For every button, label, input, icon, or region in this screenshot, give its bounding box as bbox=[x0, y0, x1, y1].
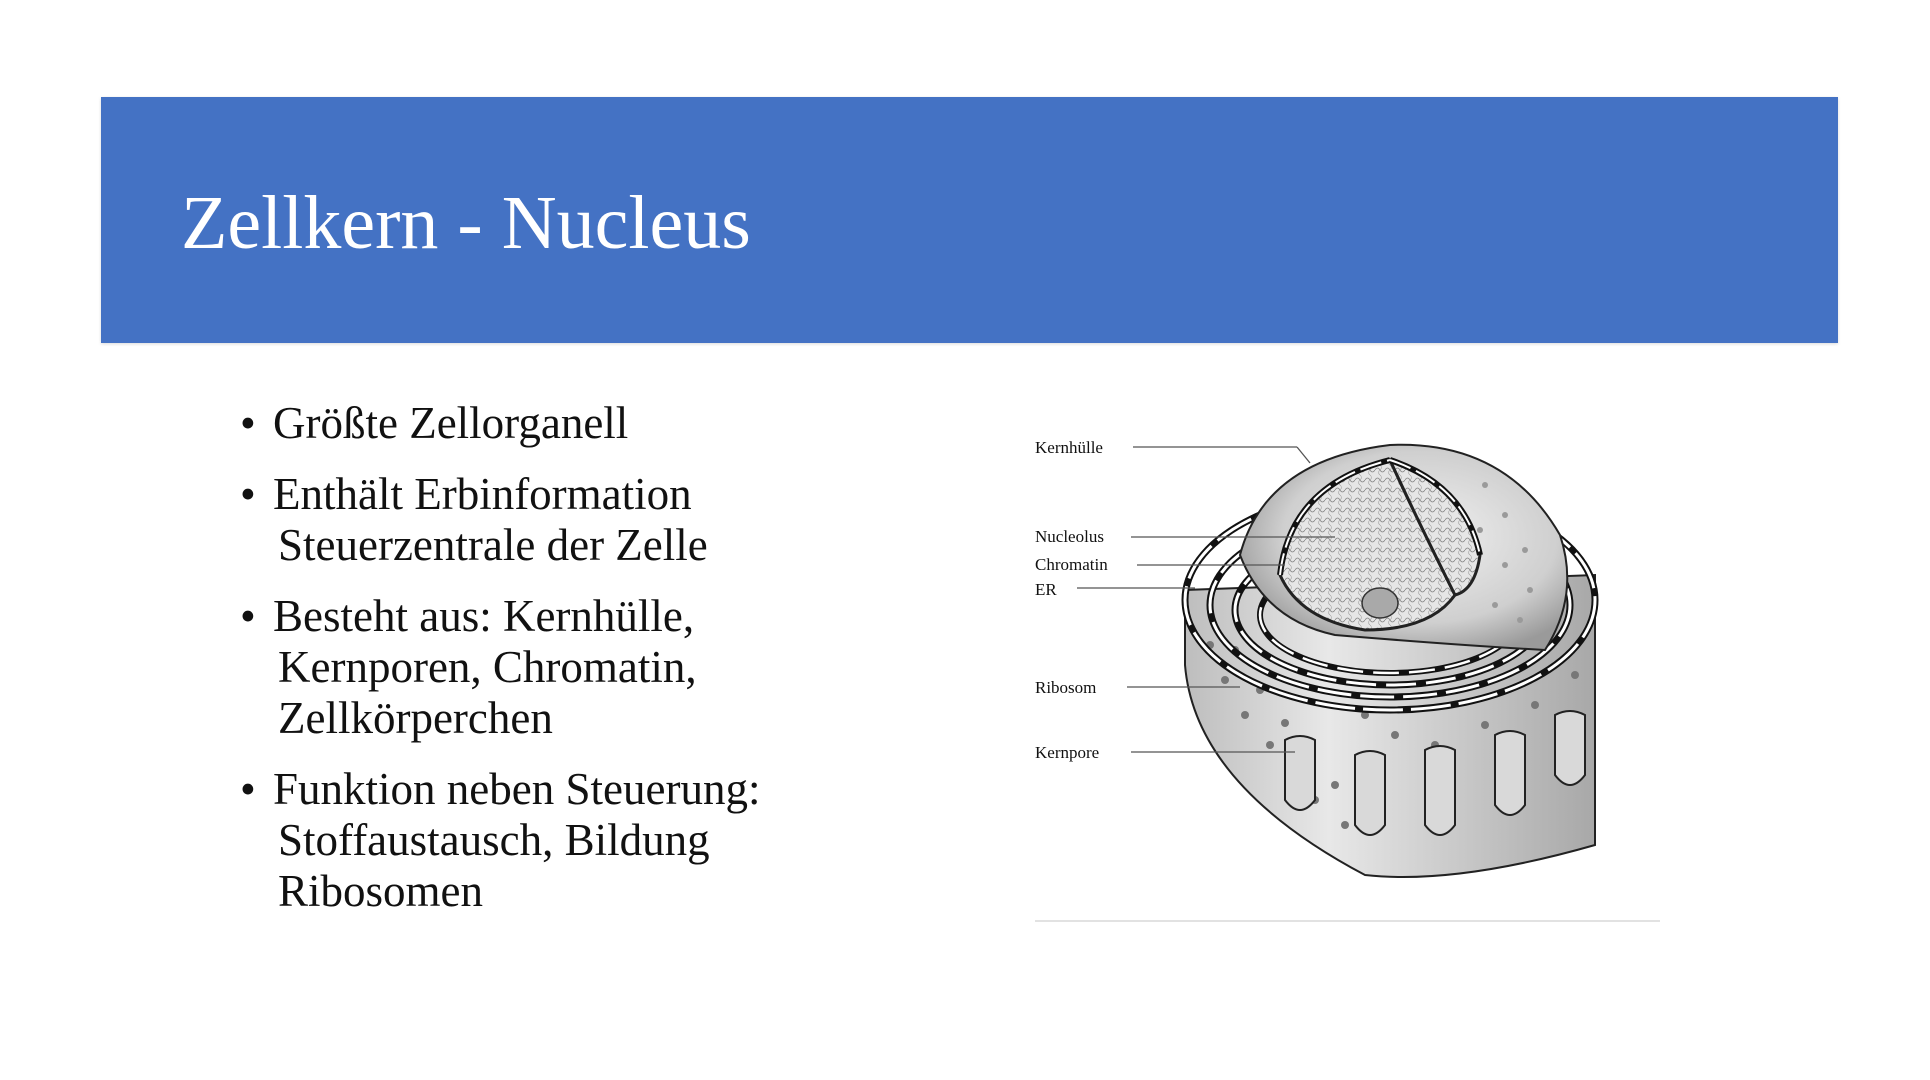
label-ribosom: Ribosom bbox=[1035, 678, 1097, 697]
bullet-text: Zellkörperchen bbox=[278, 693, 553, 743]
label-er: ER bbox=[1035, 580, 1057, 599]
bullet-text: Funktion neben Steuerung: bbox=[273, 764, 761, 814]
bullet-text: Besteht aus: Kernhülle, bbox=[273, 591, 695, 641]
label-nucleolus: Nucleolus bbox=[1035, 527, 1104, 546]
label-chromatin: Chromatin bbox=[1035, 555, 1108, 574]
label-kernpore: Kernpore bbox=[1035, 743, 1100, 762]
title-band bbox=[101, 97, 1838, 343]
bullet-text: Kernporen, Chromatin, bbox=[278, 642, 697, 692]
bullet-list bbox=[240, 398, 860, 937]
nucleus-diagram bbox=[1035, 405, 1665, 925]
bullet-item bbox=[240, 764, 860, 917]
bullet-text: Steuerzentrale der Zelle bbox=[278, 520, 708, 570]
bullet-symbol: • bbox=[240, 469, 256, 519]
bullet-item bbox=[240, 469, 860, 571]
bullet-text: Größte Zellorganell bbox=[273, 398, 629, 448]
slide-title: Zellkern - Nucleus bbox=[181, 181, 751, 265]
bullet-text: Stoffaustausch, Bildung bbox=[278, 815, 710, 865]
nucleus-illustration bbox=[1035, 405, 1665, 925]
bullet-symbol: • bbox=[240, 591, 256, 641]
bullet-text: Ribosomen bbox=[278, 866, 484, 916]
bullet-item bbox=[240, 591, 860, 744]
bullet-text: Enthält Erbinformation bbox=[273, 469, 692, 519]
bullet-symbol: • bbox=[240, 764, 256, 814]
label-kernhuelle: Kernhülle bbox=[1035, 438, 1103, 457]
bullet-symbol: • bbox=[240, 398, 256, 448]
bullet-item bbox=[240, 398, 860, 449]
